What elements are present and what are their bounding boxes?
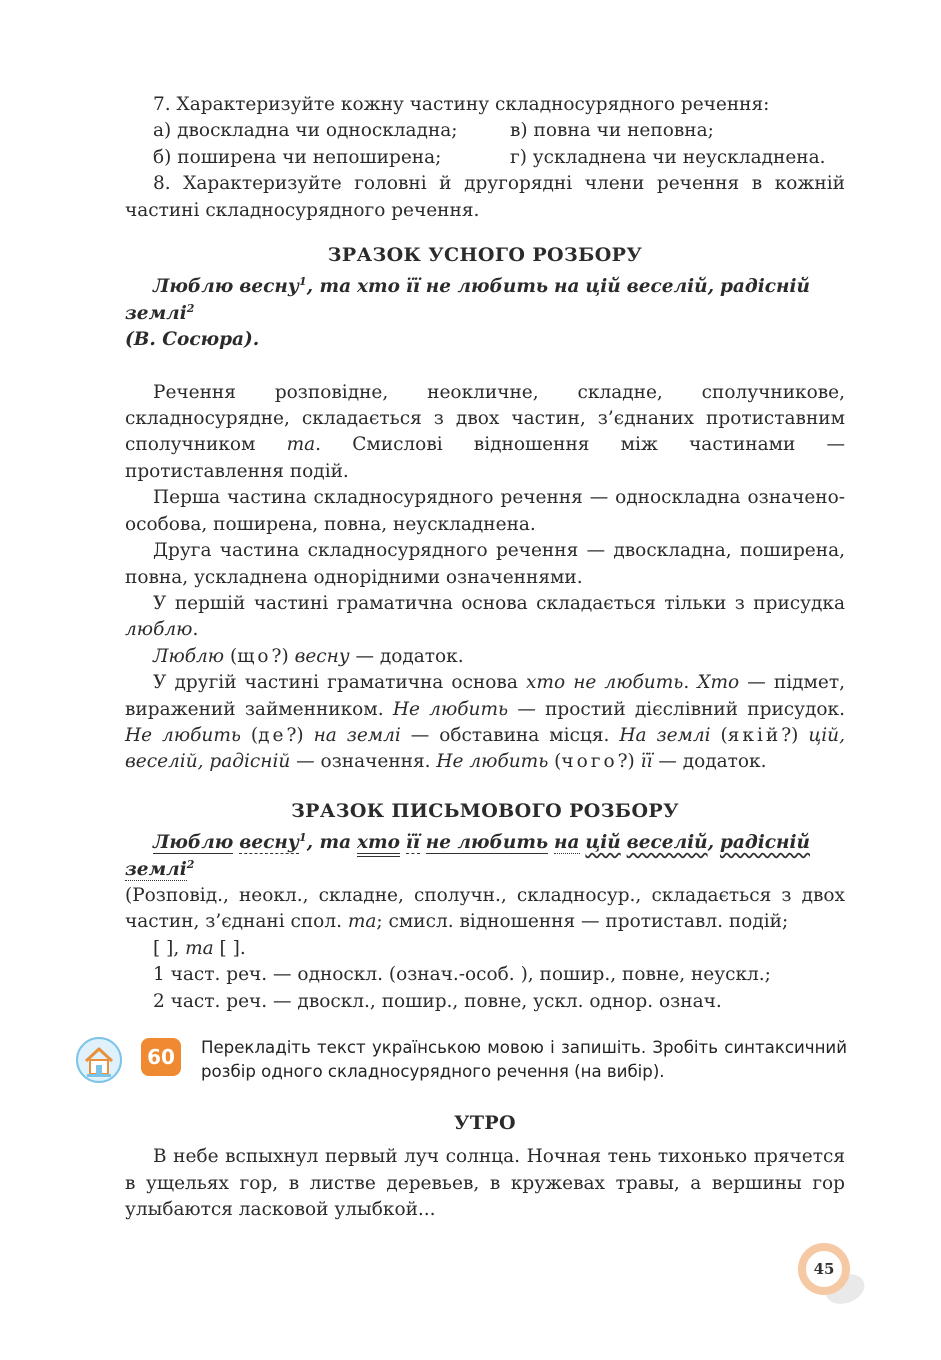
question-7: 7. Характеризуйте кожну частину складносурядного речення: <box>153 94 770 115</box>
question-8: 8. Характеризуйте головні й другорядні члени речення в кожній частині складносурядного речення. <box>125 173 845 221</box>
ex-word: її <box>405 276 420 298</box>
text: (Розповід., неокл., складне, сполучн., складносур., складається з двох частин, з’єднані спол. <box>125 884 845 933</box>
oral-paragraph-6 <box>125 670 845 776</box>
text: — додаток. <box>349 645 464 667</box>
text: де <box>258 724 287 746</box>
ex-word: , <box>707 832 715 854</box>
page-number: 45 <box>798 1243 850 1295</box>
text: та <box>347 911 377 933</box>
translation-text <box>125 1110 845 1224</box>
text: та <box>185 937 214 959</box>
text: [ ]. <box>213 937 246 959</box>
text: ( <box>224 645 238 667</box>
utro-text: В небе вспыхнул первый луч солнца. Ночная тень тихонько прячется в ущельях гор, в листве деревьев, в кружевах травы, а вершины гор улыбаются ласковой улыбкой... <box>125 1146 845 1221</box>
oral-paragraph-5 <box>125 644 845 670</box>
ex-word: не любить <box>425 276 549 298</box>
text: Не любить <box>125 724 241 746</box>
text: ?) <box>781 724 809 746</box>
ex-word: землі <box>125 302 187 324</box>
ex-word: не любить <box>425 832 549 854</box>
home-task-icon <box>75 1036 123 1084</box>
text: на землі <box>313 724 401 746</box>
option-v: в) повна чи неповна; <box>510 120 714 142</box>
ex-sup: 2 <box>186 301 195 315</box>
ex-word: , та <box>306 832 352 854</box>
text: . <box>683 672 698 694</box>
text: . <box>192 619 199 641</box>
text: якій <box>727 724 782 746</box>
ex-word: Люблю <box>153 276 234 298</box>
ex-word: Люблю <box>153 832 234 854</box>
ex-sup: 2 <box>186 857 195 871</box>
example-author: (В. Сосюра). <box>125 329 260 351</box>
text: [ ], <box>153 937 186 959</box>
option-a: а) двоскладна чи односкладна; <box>153 120 458 142</box>
options-row-1 <box>125 118 845 144</box>
oral-analysis-heading: ЗРАЗОК УСНОГО РОЗБОРУ <box>327 244 643 267</box>
text: ; смисл. відношення — протиставл. подій; <box>376 911 789 933</box>
task-text: Перекладіть текст українською мовою і запишіть. Зробіть синтаксичний розбір одного складносурядного речення (на вибір). <box>201 1038 847 1081</box>
options-row-2 <box>125 145 845 171</box>
task-60 <box>75 1036 855 1084</box>
ex-word: веселій <box>626 276 708 298</box>
ex-sup: 1 <box>298 831 307 844</box>
example-sentence <box>125 274 845 327</box>
oral-paragraph-1 <box>125 380 845 486</box>
text: У першій частині граматична основа складається тільки з присудка <box>153 592 845 614</box>
ex-word: її <box>405 832 420 854</box>
oral-paragraph-2: Перша частина складносурядного речення — односкладна означено-особова, поширена, повна, неускладнена. <box>125 487 845 535</box>
text: ?) <box>617 751 641 773</box>
text: чого <box>561 751 618 773</box>
written-example-sentence <box>125 830 845 883</box>
written-analysis-heading: ЗРАЗОК ПИСЬМОВОГО РОЗБОРУ <box>291 799 679 822</box>
scheme <box>125 936 845 962</box>
text: . Смислові відношення між частинами — протиставлення подій. <box>125 434 845 482</box>
ex-word: цій <box>585 832 621 854</box>
written-paragraph-1 <box>125 883 845 936</box>
main-text <box>125 92 845 1015</box>
text: Хто <box>697 672 740 694</box>
text: — обставина місця. <box>400 724 620 746</box>
written-line-2: 2 част. реч. — двоскл., пошир., повне, ускл. однор. означ. <box>153 990 722 1012</box>
utro-title: УТРО <box>454 1112 516 1134</box>
text: — простий дієслівний присудок. <box>508 698 845 720</box>
text: На землі <box>619 724 711 746</box>
text: — підмет, виражений займенником. <box>125 672 845 720</box>
option-g: г) ускладнена чи неускладнена. <box>510 146 826 168</box>
option-b: б) поширена чи непоширена; <box>153 146 442 168</box>
text: ?) <box>271 645 295 667</box>
text: цій, веселій, радісній <box>125 724 845 773</box>
oral-paragraph-4 <box>125 591 845 644</box>
text: її <box>640 751 653 773</box>
text: ?) <box>286 724 314 746</box>
text: Не любить <box>436 751 549 773</box>
task-number-badge: 60 <box>141 1038 181 1076</box>
text: — додаток. <box>652 751 767 773</box>
ex-word: на <box>554 832 580 854</box>
ex-word: радісній <box>719 832 810 854</box>
text: ( <box>710 724 728 746</box>
text: що <box>237 645 272 667</box>
ex-word: хто <box>356 276 400 298</box>
text: Речення розповідне, неокличне, складне, сполучникове, складносурядне, складається з двох частин, з’єднаних протиставним сполучником <box>125 381 845 456</box>
ex-word: радісній <box>719 276 810 298</box>
text: Не любить <box>392 698 509 720</box>
text: люблю <box>125 619 193 641</box>
text: ( <box>240 724 259 746</box>
ex-word: веселій <box>626 832 708 854</box>
text: ( <box>548 751 562 773</box>
ex-word: землі <box>125 858 187 880</box>
ex-word: на <box>554 276 580 298</box>
text: — означення. <box>290 751 437 773</box>
oral-paragraph-3: Друга частина складносурядного речення — двоскладна, поширена, повна, ускладнена однорідними означеннями. <box>125 540 845 588</box>
text: хто не любить <box>525 672 684 694</box>
ex-word: , <box>707 276 715 298</box>
ex-word: цій <box>585 276 621 298</box>
text: У другій частині граматична основа <box>153 672 526 694</box>
ex-word: весну <box>239 276 299 298</box>
text: весну <box>294 645 350 667</box>
ex-word: весну <box>239 832 299 854</box>
written-line-1: 1 част. реч. — односкл. (означ.-особ. ), пошир., повне, неускл.; <box>153 964 771 986</box>
ex-word: хто <box>357 832 400 857</box>
ex-word: , та <box>306 276 352 298</box>
text: Люблю <box>153 645 225 667</box>
ex-sup: 1 <box>298 275 307 289</box>
text: та <box>286 434 316 456</box>
